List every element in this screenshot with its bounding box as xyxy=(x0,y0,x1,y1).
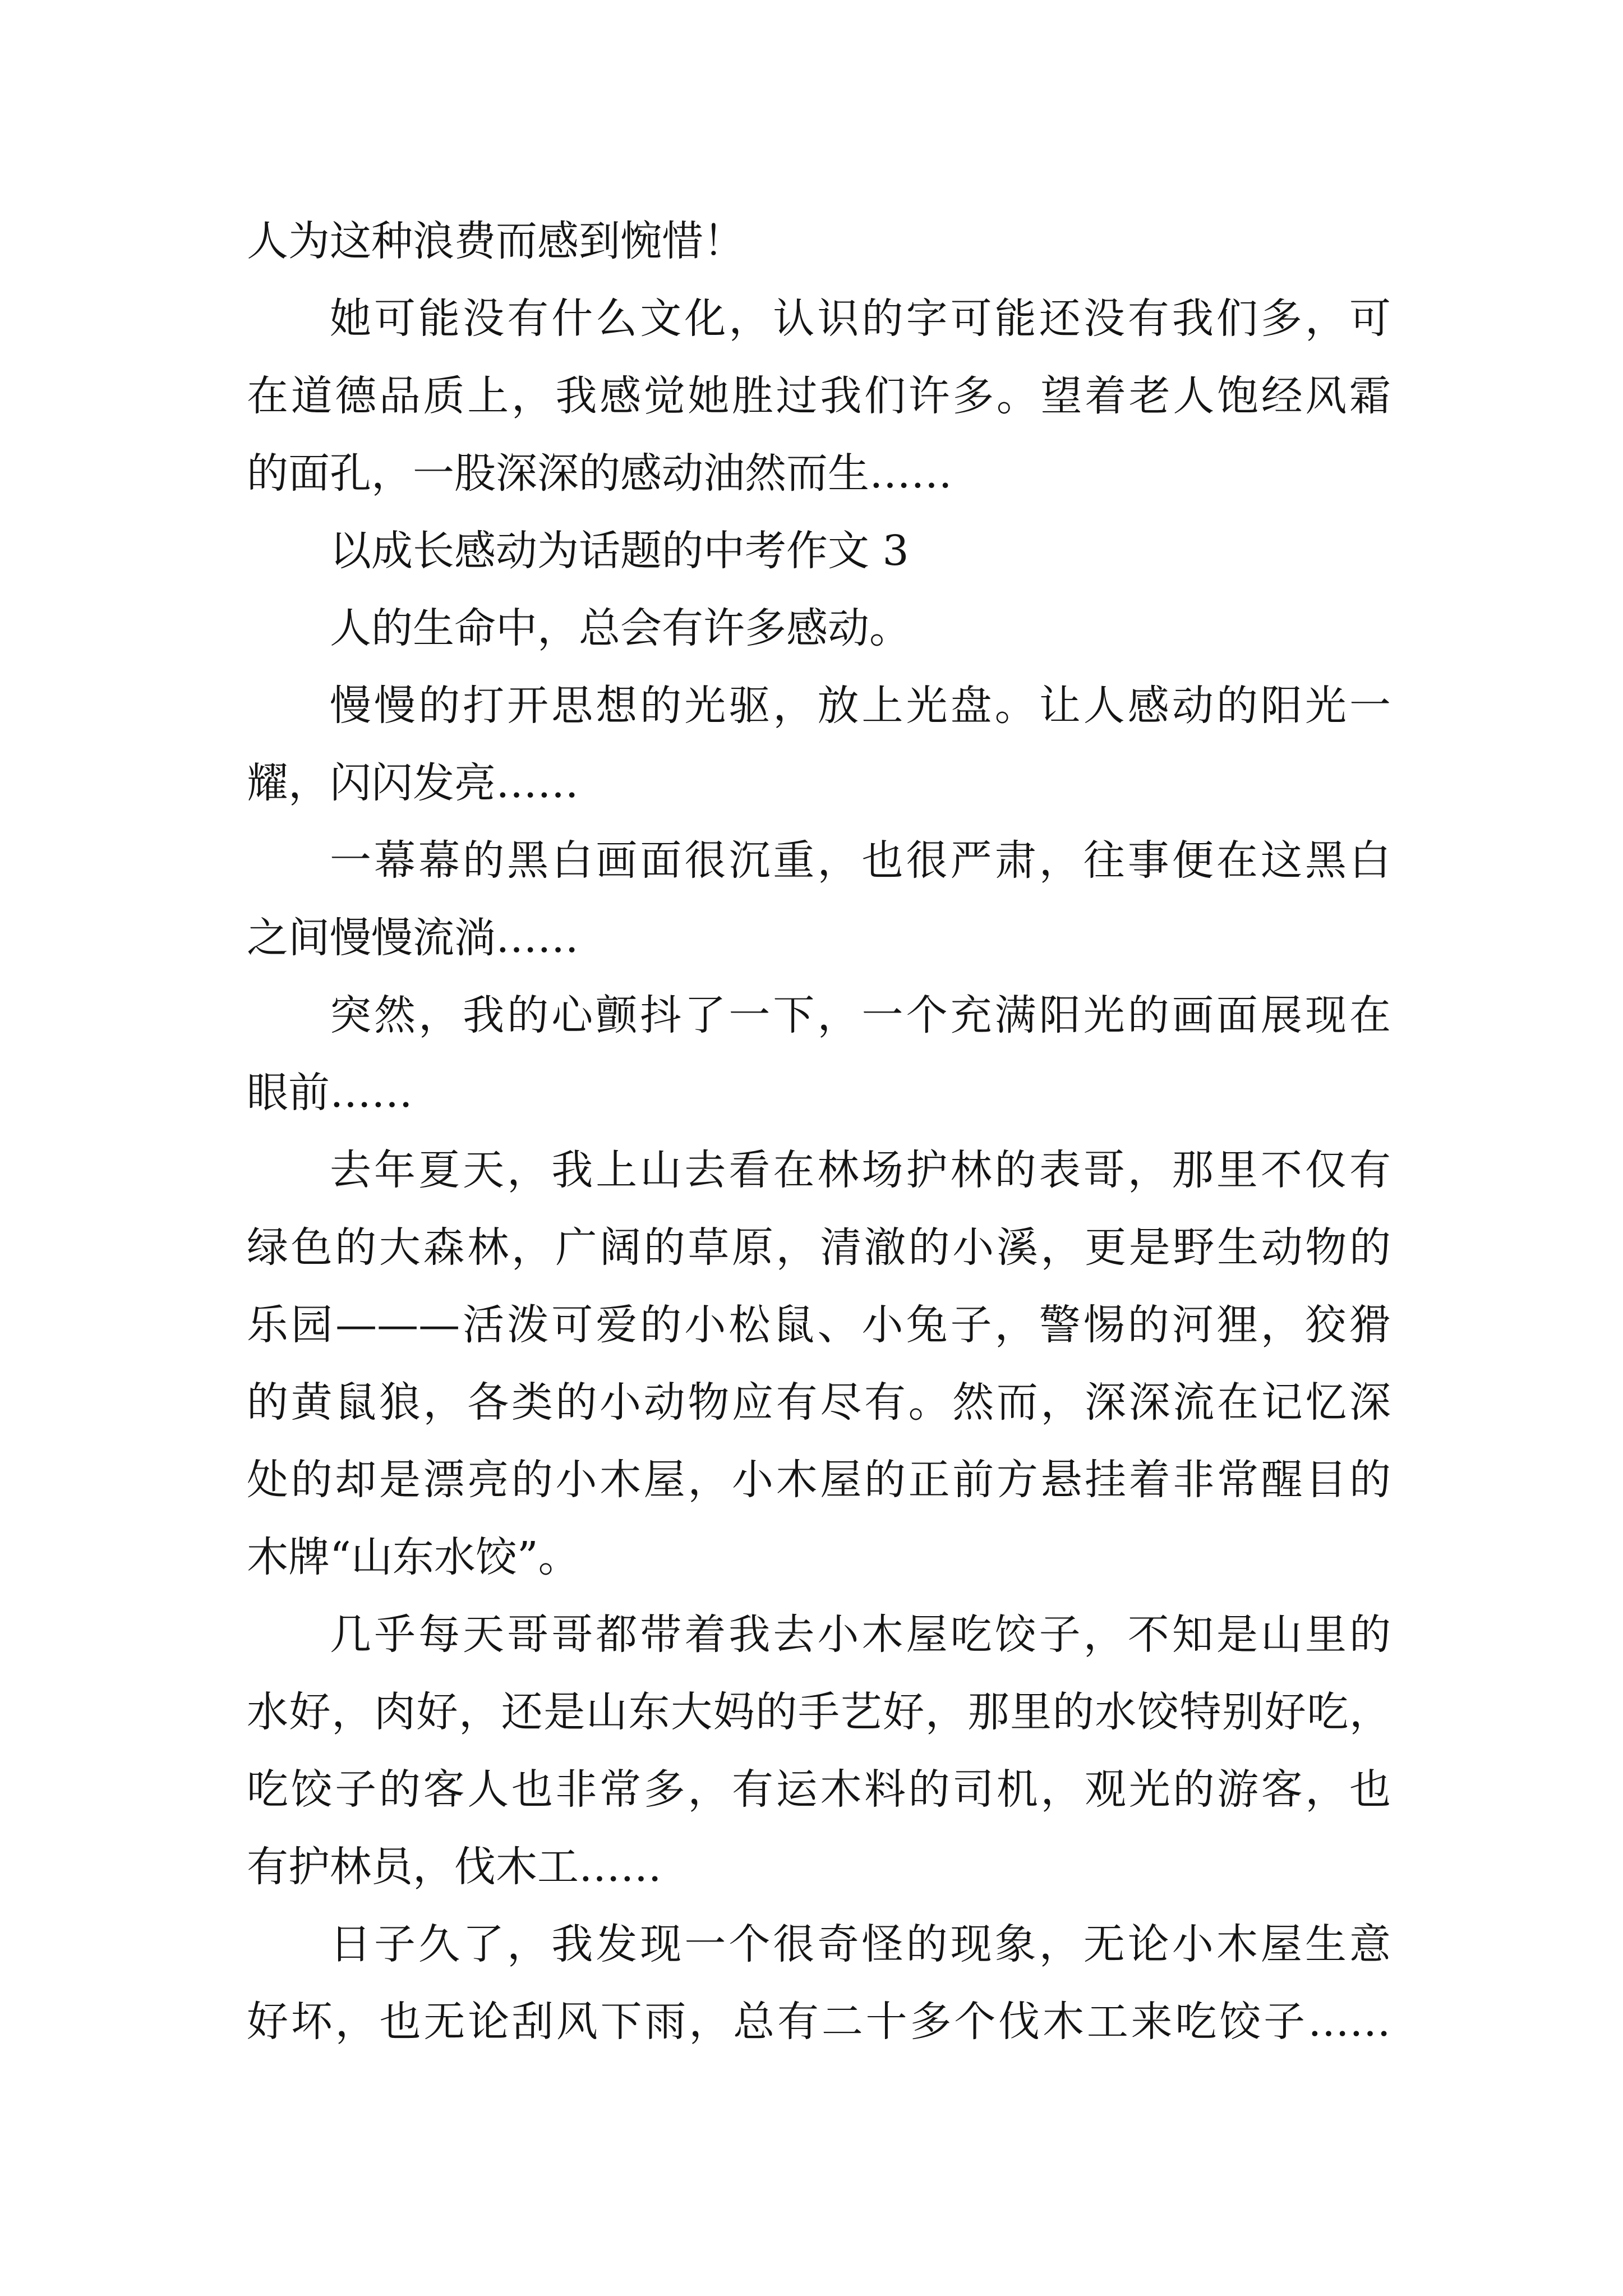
paragraph-first-line: 慢慢的打开思想的光驱，放上光盘。让人感动的阳光一 xyxy=(330,682,1391,730)
paragraph-first-line: 人的生命中，总会有许多感动。 xyxy=(330,604,911,652)
text-line: 在道德品质上，我感觉她胜过我们许多。望着老人饱经风霜 xyxy=(247,372,1391,420)
text-line: 处的却是漂亮的小木屋，小木屋的正前方悬挂着非常醒目的 xyxy=(247,1456,1391,1504)
paragraph-first-line: 几乎每天哥哥都带着我去小木屋吃饺子，不知是山里的 xyxy=(330,1611,1391,1659)
text-line: 有护林员，伐木工…… xyxy=(247,1843,662,1891)
text-line: 木牌“山东水饺”。 xyxy=(247,1533,580,1581)
text-line: 眼前…… xyxy=(247,1069,413,1117)
paragraph-first-line: 一幕幕的黑白画面很沉重，也很严肃，往事便在这黑白 xyxy=(330,836,1391,885)
text-line: 吃饺子的客人也非常多，有运木料的司机，观光的游客，也 xyxy=(247,1765,1391,1814)
section-heading: 以成长感动为话题的中考作文 3 xyxy=(330,527,909,575)
text-line: 之间慢慢流淌…… xyxy=(247,914,579,962)
text-line: 的黄鼠狼，各类的小动物应有尽有。然而，深深流在记忆深 xyxy=(247,1378,1391,1427)
text-line: 好坏，也无论刮风下雨，总有二十多个伐木工来吃饺子…… xyxy=(247,1998,1391,2046)
paragraph-first-line: 去年夏天，我上山去看在林场护林的表哥，那里不仅有 xyxy=(330,1146,1391,1194)
text-line: 绿色的大森林，广阔的草原，清澈的小溪，更是野生动物的 xyxy=(247,1223,1391,1272)
paragraph-first-line: 她可能没有什么文化，认识的字可能还没有我们多，可 xyxy=(330,295,1391,343)
text-line: 的面孔，一股深深的感动油然而生…… xyxy=(247,449,952,498)
paragraph-first-line: 日子久了，我发现一个很奇怪的现象，无论小木屋生意 xyxy=(330,1920,1391,1968)
text-line: 人为这种浪费而感到惋惜！ xyxy=(247,217,745,265)
text-line: 乐园———活泼可爱的小松鼠、小兔子，警惕的河狸，狡猾 xyxy=(247,1301,1391,1349)
text-line: 水好，肉好，还是山东大妈的手艺好，那里的水饺特别好吃， xyxy=(247,1688,1391,1736)
text-line: 耀，闪闪发亮…… xyxy=(247,759,579,807)
paragraph-first-line: 突然，我的心颤抖了一下，一个充满阳光的画面展现在 xyxy=(330,991,1391,1039)
